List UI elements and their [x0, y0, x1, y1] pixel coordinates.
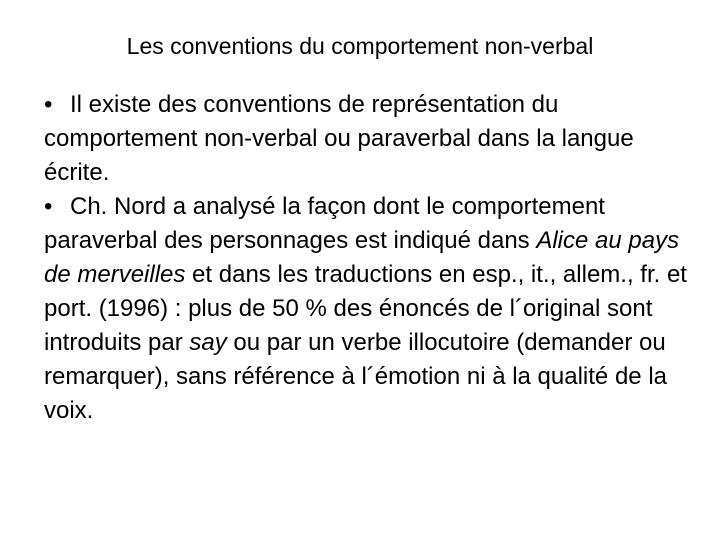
say-italic: say: [189, 329, 227, 356]
slide-body: [44, 88, 694, 428]
bullet-symbol: •: [44, 193, 53, 220]
slide-title: Les conventions du comportement non-verbal: [126, 33, 594, 59]
bullet-item-2: [44, 190, 694, 428]
bullet-symbol: •: [44, 91, 53, 118]
bullet-item-1: [44, 88, 694, 190]
bullet-text-part-2: et dans les traductions en esp., it., allem., fr. et port. (1996) : plus de 50 % des énoncés de l´original sont introduits par: [44, 261, 687, 356]
bullet-text-part-3: ou par un verbe illocutoire (demander ou remarquer), sans référence à l´émotion ni à la qualité de la voix.: [44, 329, 667, 424]
book-title-italic: Alice au pays de merveilles: [44, 227, 680, 288]
bullet-text: Il existe des conventions de représentation du comportement non-verbal ou paraverbal dans la langue écrite.: [44, 91, 634, 186]
bullet-text-part-1: Ch. Nord a analysé la façon dont le comportement paraverbal des personnages est indiqué dans: [44, 193, 605, 254]
